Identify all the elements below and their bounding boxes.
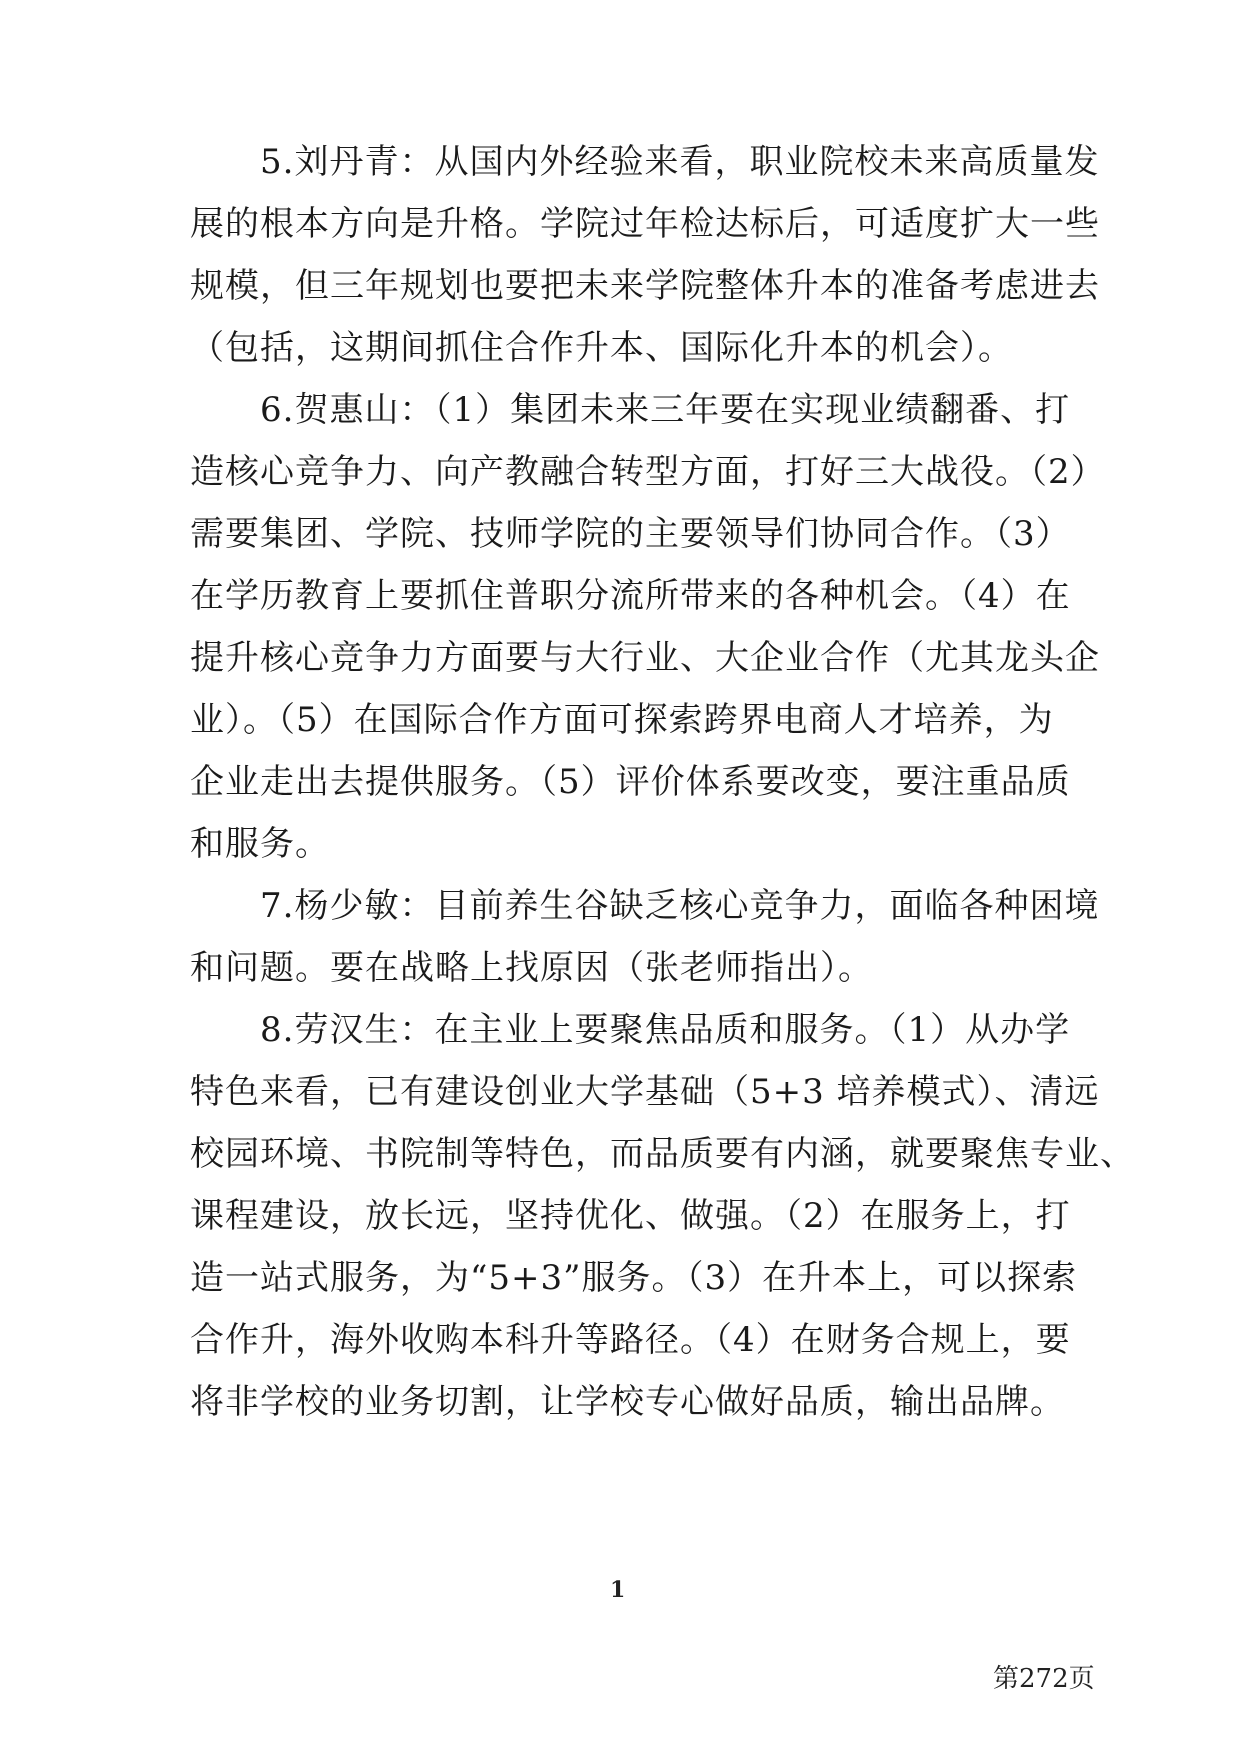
text-line: 企业走出去提供服务。（5）评价体系要改变，要注重品质 [190,762,1071,802]
text-line: 业）。（5）在国际合作方面可探索跨界电商人才培养，为 [190,700,1054,740]
text-line: 展的根本方向是升格。学院过年检达标后，可适度扩大一些 [190,204,1100,244]
text-line: 6.贺惠山：（1）集团未来三年要在实现业绩翻番、打 [190,390,1071,430]
text-line: 8.劳汉生：在主业上要聚焦品质和服务。（1）从办学 [190,1010,1071,1050]
text-line: 7.杨少敏：目前养生谷缺乏核心竞争力，面临各种困境 [190,886,1100,926]
text-line: 造一站式服务，为“5+3”服务。（3）在升本上，可以探索 [190,1258,1078,1298]
text-line: 和服务。 [190,824,330,864]
text-line: 规模，但三年规划也要把未来学院整体升本的准备考虑进去 [190,266,1100,306]
page-number: 1 [610,1577,626,1603]
text-line: 课程建设，放长远，坚持优化、做强。（2）在服务上，打 [190,1196,1071,1236]
text-line: 需要集团、学院、技师学院的主要领导们协同合作。（3） [190,514,1071,554]
text-line: 在学历教育上要抓住普职分流所带来的各种机会。（4）在 [190,576,1071,616]
text-line: 合作升，海外收购本科升等路径。（4）在财务合规上，要 [190,1320,1071,1360]
text-line: 特色来看，已有建设创业大学基础（5+3 培养模式）、清远 [190,1072,1100,1112]
page-label: 第272页 [993,1664,1095,1694]
text-line: 造核心竞争力、向产教融合转型方面，打好三大战役。（2） [190,452,1106,492]
text-line: （包括，这期间抓住合作升本、国际化升本的机会）。 [190,328,1013,368]
text-line: 和问题。要在战略上找原因（张老师指出）。 [190,948,873,988]
text-line: 5.刘丹青：从国内外经验来看，职业院校未来高质量发 [190,142,1100,182]
text-line: 提升核心竞争力方面要与大行业、大企业合作（尤其龙头企 [190,638,1100,678]
text-line: 校园环境、书院制等特色，而品质要有内涵，就要聚焦专业、 [190,1134,1135,1174]
text-line: 将非学校的业务切割，让学校专心做好品质，输出品牌。 [190,1382,1065,1422]
